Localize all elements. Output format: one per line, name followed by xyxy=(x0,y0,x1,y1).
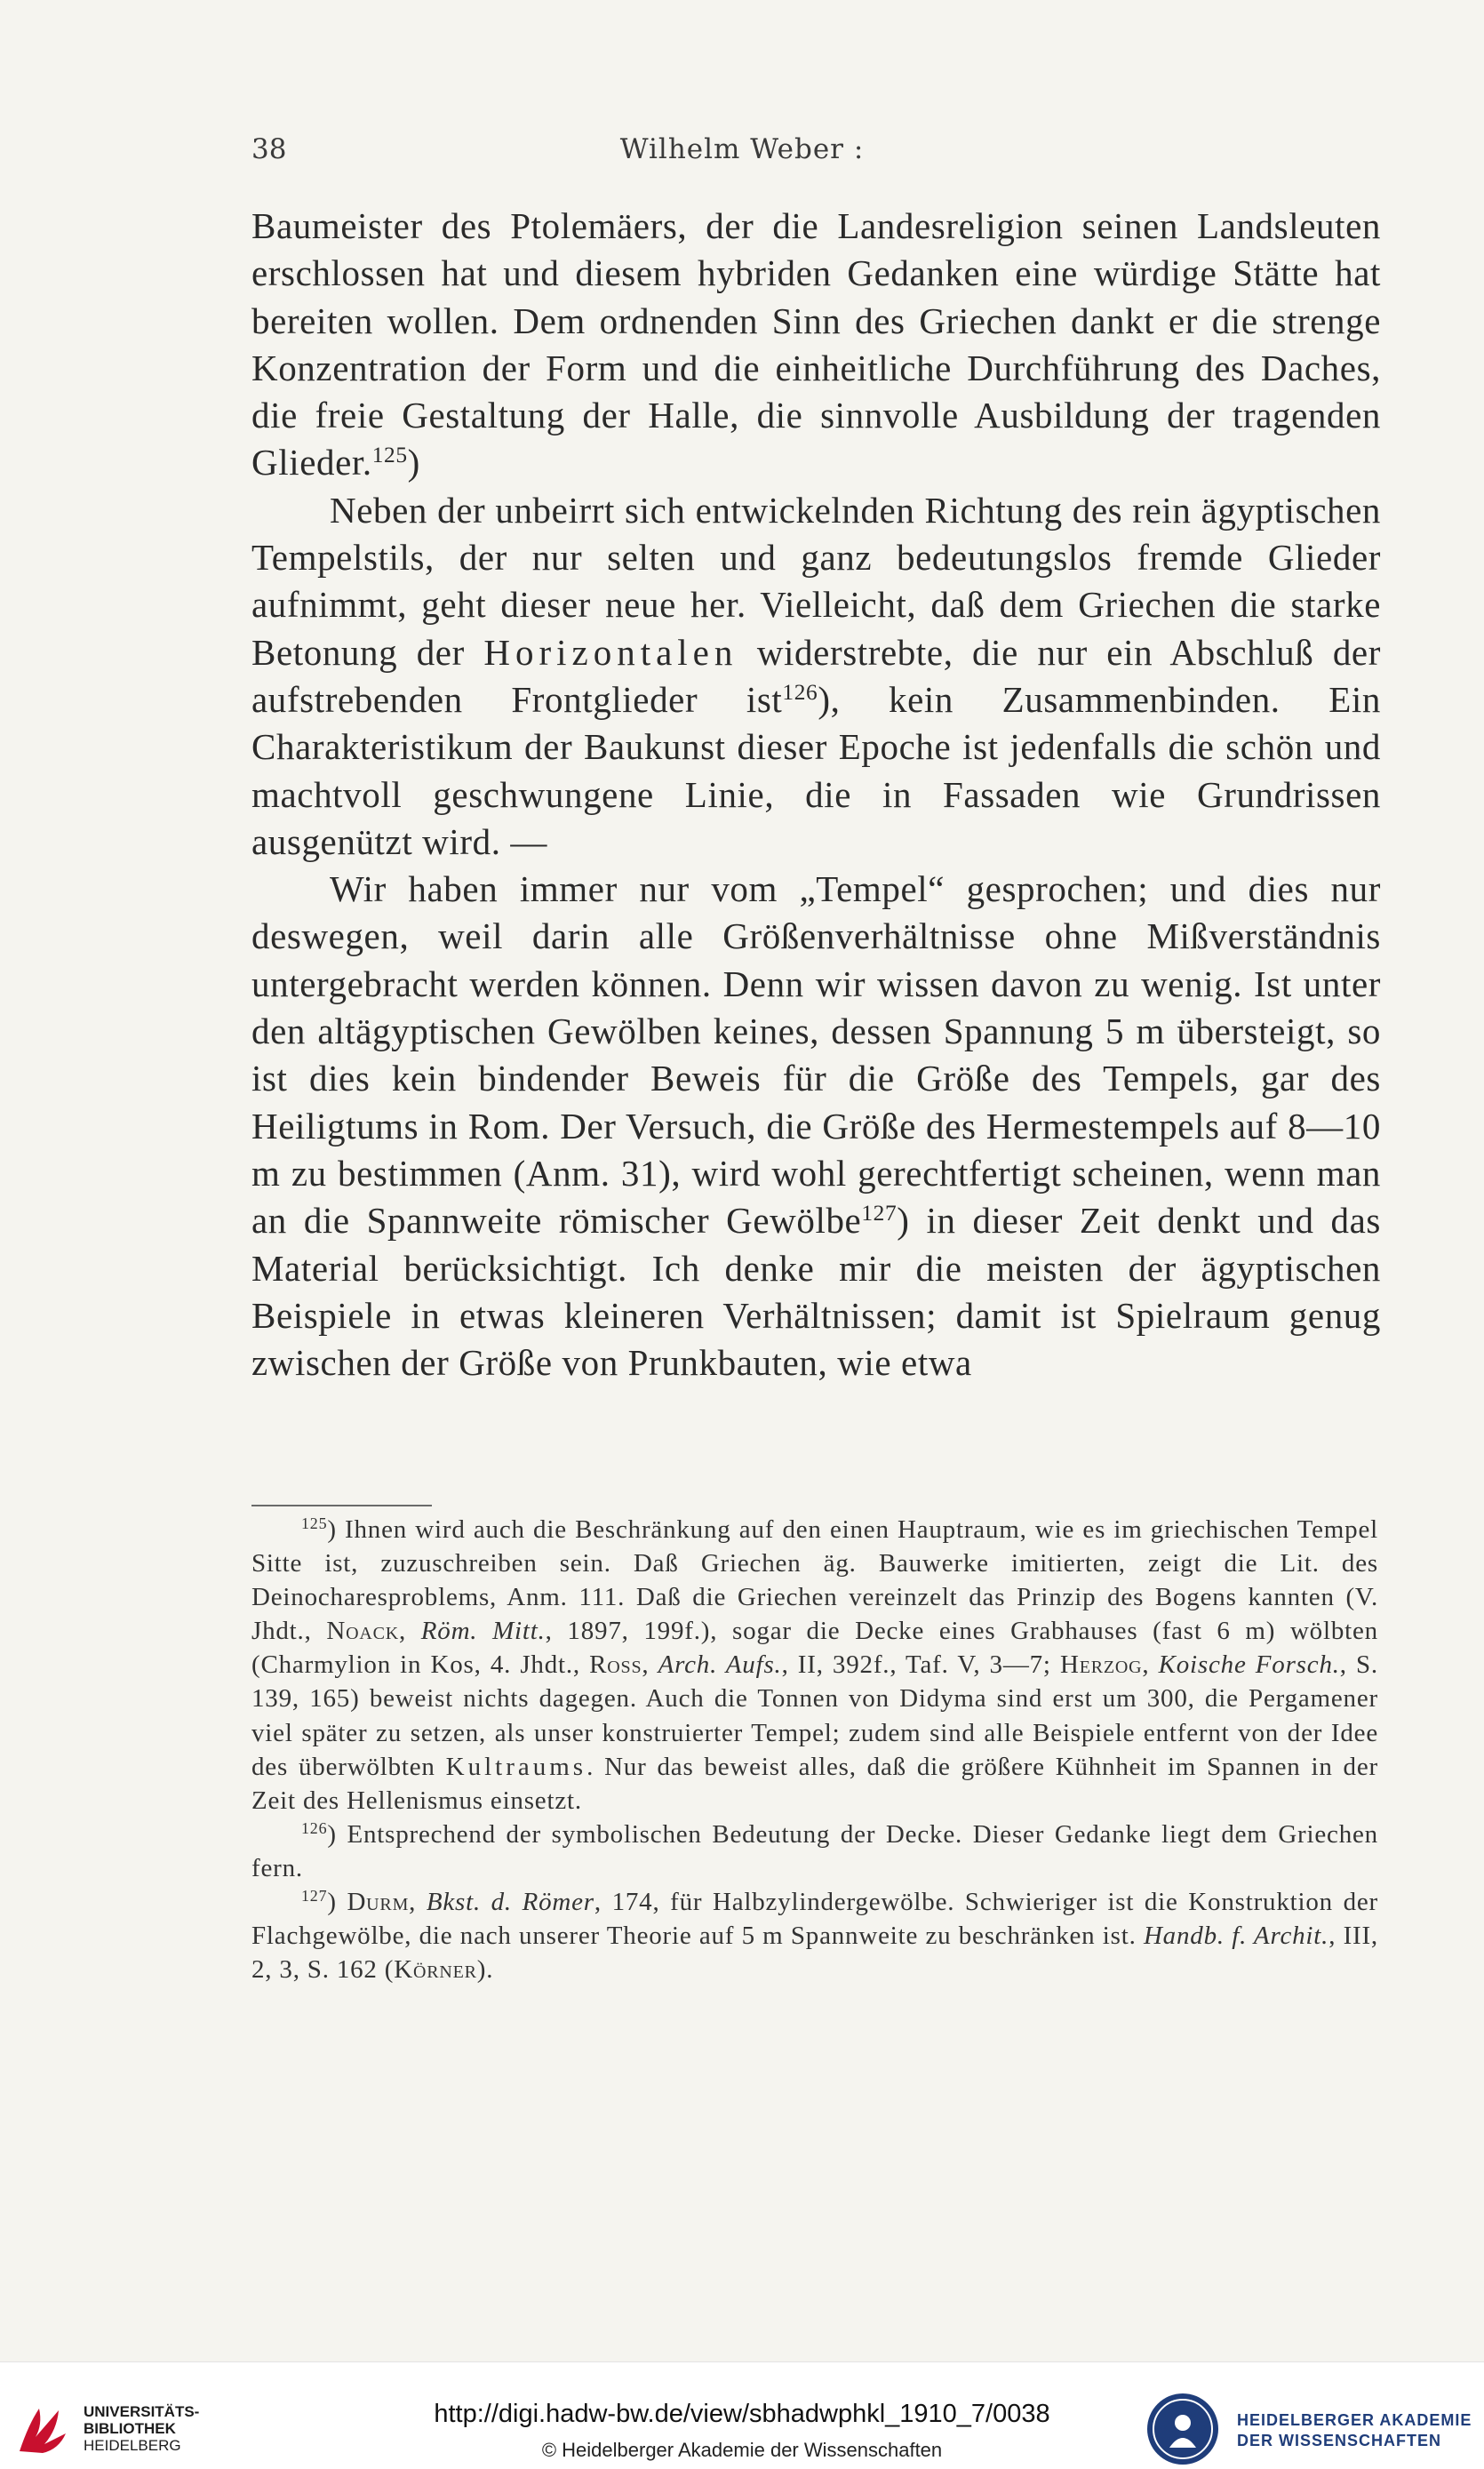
permalink-url[interactable]: http://digi.hadw-bw.de/view/sbhadwphkl_1910_7/0038 xyxy=(434,2400,1050,2428)
paragraph-1: Baumeister des Ptolemäers, der die Landesreligion seinen Landsleuten erschlossen hat und diesem hybriden Gedanken eine würdige Stätte hat bereiten wollen. Dem ordnenden Sinn des Griechen dankt er die strenge Konzentration der Form und die einheitliche Durchführung des Daches, die freie Gestaltung der Halle, die sinnvolle Ausbildung der tragenden Glieder.$^{125}$) xyxy=(251,205,1381,483)
spaced-emphasis: Horizontalen xyxy=(483,631,738,673)
copyright-notice: © Heidelberger Akademie der Wissenschaften xyxy=(541,2439,943,2461)
footnote-ref-125: 125 xyxy=(371,443,408,468)
footnote-127: $^{127}$) Durm, Bkst. d. Römer, 174, für Halbzylindergewölbe. Schwieriger ist die Konstruktion der Flachgewölbe, die nach unserer Theorie auf 5 m Spannweite zu beschränken ist. Handb. f. Archit., III, 2, 3, S. 162 (Körner). xyxy=(251,1887,1378,1985)
footnote-ref-127: 127 xyxy=(861,1201,898,1227)
footnotes xyxy=(251,1513,1378,1986)
paragraph-2: Neben der unbeirrt sich entwickelnden Richtung des rein ägyptischen Tempelstils, der nur selten und ganz bedeutungslos fremde Glieder aufnimmt, geht dieser neue her. Vielleicht, daß dem Griechen die starke Betonung der Horizontalen widerstrebte, die nur ein Abschluß der aufstrebenden Frontglieder ist$^{126}$), kein Zusammenbinden. Ein Charakteristikum der Baukunst dieser Epoche ist jedenfalls die schön und machtvoll geschwungene Linie, die in Fassaden wie Grundrissen ausgenützt wird. — xyxy=(251,489,1381,862)
main-text xyxy=(251,203,1381,1386)
page-number: 38 xyxy=(251,133,287,165)
footnote-rule xyxy=(251,1505,432,1506)
footnote-ref-126: 126 xyxy=(782,680,818,705)
footnote-125: $^{125}$) Ihnen wird auch die Beschränkung auf den einen Hauptraum, wie es im griechischen Tempel Sitte ist, zuzuschreiben sein. Daß Griechen äg. Bauwerke imitierten, zeigt die Lit. des Deinocharesproblems, Anm. 111. Daß die Griechen vereinzelt das Prinzip des Bogens kannten (V. Jhdt., Noack, Röm. Mitt., 1897, 199f.), sogar die Decke eines Grabhauses (fast 6 m) wölbten (Charmylion in Kos, 4. Jhdt., Ross, Arch. Aufs., II, 392f., Taf. V, 3—7; Herzog, Koische Forsch., S. 139, 165) beweist nichts dagegen. Auch die Tonnen von Didyma sind erst um 300, die Pergamener viel später zu setzen, als unser konstruierter Tempel; zudem sind alle Beispiele entfernt von der Idee des überwölbten Kultraums. Nur das beweist alles, daß die größere Kühnheit im Spannen in der Zeit des Hellenismus einsetzt. xyxy=(251,1514,1378,1815)
footer-bar xyxy=(0,2361,1484,2469)
running-head: Wilhelm Weber : xyxy=(619,133,865,165)
academy-seal-icon[interactable] xyxy=(1145,2391,1221,2467)
academy-name: HEIDELBERGER AKADEMIE DER WISSENSCHAFTEN xyxy=(1237,2411,1472,2449)
footnote-126: $^{126}$) Entsprechend der symbolischen Bedeutung der Decke. Dieser Gedanke liegt dem Griechen fern. xyxy=(251,1818,1378,1882)
university-library-name: UNIVERSITÄTS- BIBLIOTHEK HEIDELBERG xyxy=(84,2403,200,2454)
paragraph-3: Wir haben immer nur vom „Tempel“ gesprochen; und dies nur deswegen, weil darin alle Größenverhältnisse ohne Mißverständnis untergebracht werden können. Denn wir wissen davon zu wenig. Ist unter den altägyptischen Gewölben keines, dessen Spannung 5 m übersteigt, so ist dies kein bindender Beweis für die Größe des Tempels, gar des Heiligtums in Rom. Der Versuch, die Größe des Hermestempels auf 8—10 m zu bestimmen (Anm. 31), wird wohl gerechtfertigt scheinen, wenn man an die Spannweite römischer Gewölbe$^{127}$) in dieser Zeit denkt und das Material berücksichtigt. Ich denke mir die meisten der ägyptischen Beispiele in etwas kleineren Verhältnissen; damit ist Spielraum genug zwischen der Größe von Prunkbauten, wie etwa xyxy=(251,868,1381,1384)
